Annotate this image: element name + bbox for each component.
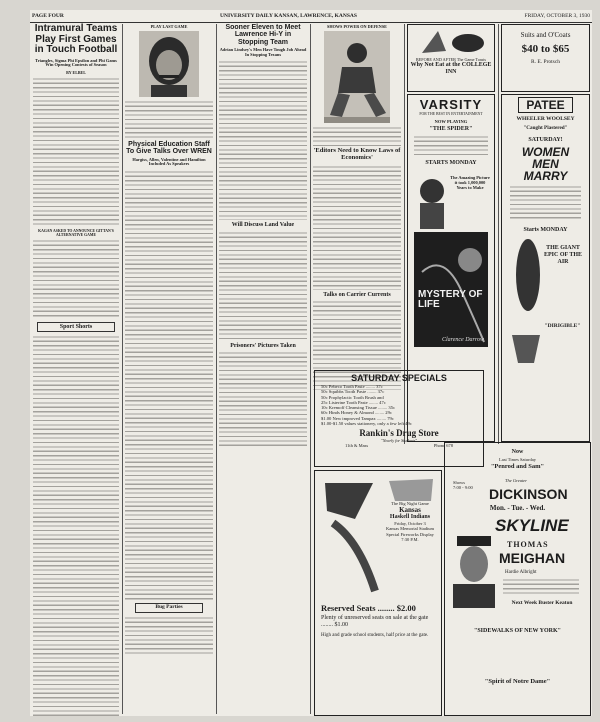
column-rule bbox=[216, 24, 217, 714]
specials-item: 50c Pebeco Tooth Paste ........ 37c bbox=[321, 384, 383, 389]
student-price: High and grade school students, half price at the gate. bbox=[321, 633, 429, 638]
reserved-seats: Reserved Seats ........ $2.00 bbox=[321, 603, 416, 613]
patee-film: "Caught Plastered" bbox=[523, 125, 568, 131]
headline-sooner: Sooner Eleven to Meet Lawrence Hi-Y in Stopping Team bbox=[225, 24, 301, 46]
article-text bbox=[125, 616, 213, 656]
photo-caption-player: PLAY LAST GAME bbox=[150, 24, 188, 29]
patee-ad[interactable] bbox=[501, 94, 590, 442]
varsity-amazing: The Amazing Picture it took 1,000,000 Years to Make bbox=[450, 175, 490, 190]
column-rule bbox=[310, 24, 311, 714]
skyline-title: SKYLINE bbox=[495, 516, 569, 535]
dickinson-last: Last Times Saturday bbox=[498, 457, 536, 462]
headline-editors: 'Editors Need to Know Laws of Economics' bbox=[313, 147, 401, 161]
varsity-tagline: FOR THE BEST IN ENTERTAINMENT bbox=[419, 112, 483, 116]
dirigible-art bbox=[506, 235, 585, 365]
skyline-hardie: Hardie Albright bbox=[505, 570, 537, 575]
game-line1: The Big Night Game bbox=[391, 501, 429, 506]
byline: BY ELBEL bbox=[66, 69, 86, 75]
game-line5: Kansas Memorial Stadium bbox=[386, 526, 434, 532]
article-text bbox=[33, 335, 119, 716]
dickinson-days: Mon. - Tue. - Wed. bbox=[489, 504, 546, 512]
paper-title: UNIVERSITY DAILY KANSAN, LAWRENCE, KANSAS bbox=[220, 13, 357, 19]
specials-item: 60c Hinds Honey & Almond ........ 29c bbox=[321, 410, 392, 416]
patee-stars: WHEELER WOOLSEY bbox=[516, 116, 575, 122]
article-text bbox=[219, 60, 307, 220]
protsch-ad[interactable] bbox=[501, 24, 590, 92]
article-text bbox=[219, 231, 307, 341]
meighan-portrait bbox=[451, 536, 497, 608]
newspaper-page bbox=[30, 10, 592, 716]
protsch-suits: Suits and O'Coats bbox=[520, 31, 571, 39]
varsity-starts-monday: STARTS MONDAY bbox=[425, 160, 477, 166]
dickinson-the-greater: The Greater bbox=[505, 478, 527, 483]
rankin-phone: Phone 678 bbox=[433, 443, 453, 449]
patee-cast bbox=[510, 185, 581, 221]
game-text bbox=[381, 501, 439, 542]
column-4 bbox=[313, 24, 401, 390]
game-line7: 7:30 P.M. bbox=[401, 536, 419, 542]
unreserved-seats: Plenty of unreserved seats on sale at the gate ........ $1.00 bbox=[321, 615, 429, 628]
specials-item: 50c Prophylactic Tooth Brush and bbox=[321, 394, 384, 400]
column-rule bbox=[498, 24, 499, 444]
game-art bbox=[315, 471, 441, 599]
subhead-kagan: KAGAN ASKED TO ANNOUNCE GITTAN'S ALTERNATIVE GAME bbox=[38, 228, 114, 237]
dickinson-header bbox=[445, 478, 590, 504]
game-line6: Special Fireworks Display bbox=[386, 531, 434, 537]
game-line4: Friday, October 3 bbox=[394, 521, 426, 527]
rankin-tagline: "Nearly for Students" bbox=[380, 438, 418, 444]
college-inn-line1: BEFORE AND AFTER The Game Toasts bbox=[415, 57, 487, 62]
protsch-price: $40 to $65 bbox=[521, 43, 570, 55]
protsch-name: R. E. Protsch bbox=[530, 59, 561, 65]
article-text bbox=[125, 170, 213, 600]
varsity-portrait bbox=[412, 169, 490, 229]
headline-physed: Physical Education Staff To Give Talks Over WREN bbox=[126, 141, 212, 156]
article-text bbox=[219, 351, 307, 446]
varsity-now-playing: NOW PLAYING bbox=[434, 119, 468, 124]
column-rule bbox=[122, 24, 123, 714]
sidewalks-title: "SIDEWALKS OF NEW YORK" bbox=[474, 628, 561, 634]
subhead-sooner: Adrian Lindsey's Men Have Tough Job Ahead In Stopping Texans bbox=[219, 47, 307, 57]
varsity-title: VARSITY bbox=[419, 97, 483, 112]
sport-shorts-title: Sport Shorts bbox=[59, 323, 93, 330]
dickinson-penrod: "Penrod and Sam" bbox=[490, 463, 545, 470]
column-1 bbox=[33, 24, 119, 716]
column-2 bbox=[125, 24, 213, 656]
dirigible-epic: THE GIANT EPIC OF THE AIR bbox=[543, 245, 582, 265]
patee-starts-monday: Starts MONDAY bbox=[523, 227, 568, 233]
bug-parties-box bbox=[135, 603, 203, 613]
headline-land-value: Will Discuss Land Value bbox=[231, 222, 295, 229]
rankin-address: 11th & Mass bbox=[345, 443, 369, 449]
player-photo bbox=[139, 31, 199, 97]
subhead-physed: Hargiss, Allen, Valentine and Hamilton Included As Speakers bbox=[132, 156, 206, 167]
bug-parties-title: Bug Parties bbox=[155, 603, 183, 610]
dickinson-name: DICKINSON bbox=[489, 486, 568, 502]
rankin-store-name: Rankin's Drug Store bbox=[359, 428, 439, 439]
article-text bbox=[125, 100, 213, 138]
patee-title: PATEE bbox=[518, 97, 573, 113]
mystery-darrow: Clarence Darrow bbox=[441, 337, 484, 343]
college-inn-ad[interactable] bbox=[407, 24, 495, 92]
patee-saturday: SATURDAY! bbox=[528, 137, 563, 143]
article-text bbox=[33, 239, 119, 319]
headline-intramural: Intramural Teams Play First Games in Touch Football bbox=[34, 23, 118, 55]
article-text bbox=[33, 77, 119, 227]
headline-carrier: Talks on Carrier Currents bbox=[323, 291, 391, 298]
skyline-next: Next Week Buster Keaton bbox=[511, 600, 573, 606]
varsity-spider: "THE SPIDER" bbox=[429, 126, 473, 132]
skyline-section bbox=[445, 516, 590, 626]
specials-item: 50c Squibbs Tooth Paste ........ 37c bbox=[321, 389, 385, 395]
college-inn-art bbox=[408, 25, 494, 57]
mystery-of-life-art bbox=[414, 232, 488, 347]
varsity-details bbox=[414, 135, 488, 157]
sport-shorts-box bbox=[37, 322, 115, 332]
skyline-thomas: THOMAS bbox=[507, 540, 549, 549]
game-line2: Kansas bbox=[399, 506, 421, 515]
patee-women: WOMEN MEN MARRY bbox=[521, 145, 570, 183]
notre-dame-title: "Spirit of Notre Dame" bbox=[484, 678, 551, 685]
subhead-intramural: Triangles, Sigma Phi Epsilon and Phi Gams Win Opening Contests of Season bbox=[35, 57, 117, 68]
issue-date: FRIDAY, OCTOBER 3, 1930 bbox=[524, 13, 590, 19]
specials-item: 10c Kremoff Cleansing Tissue ........ 35c bbox=[321, 405, 396, 411]
article-text bbox=[313, 126, 401, 146]
defense-photo bbox=[324, 31, 390, 123]
dickinson-shows: Shows 7:00 - 9:00 bbox=[453, 480, 473, 490]
specials-item: $1.00-$1.50 values stationery, only a few left 49c bbox=[321, 421, 412, 427]
photo-caption-defense: SHOWS POWER ON DEFENSE bbox=[327, 24, 387, 29]
masthead bbox=[30, 10, 592, 23]
college-inn-line2: Why Not Eat at the COLLEGE INN bbox=[410, 62, 492, 75]
specials-item: $1.00 New improved Tampax ........ 79c bbox=[321, 415, 394, 421]
specials-list bbox=[315, 383, 483, 427]
specials-title: SATURDAY SPECIALS bbox=[351, 373, 447, 383]
dickinson-ad[interactable] bbox=[444, 442, 591, 716]
page-number: PAGE FOUR bbox=[32, 13, 64, 19]
column-3 bbox=[219, 24, 307, 446]
haskell-game-ad[interactable] bbox=[314, 470, 442, 716]
specials-item: 25c Listerine Tooth Paste ........ 47c bbox=[321, 399, 386, 405]
game-line3: Haskell Indians bbox=[389, 514, 431, 521]
dirigible-title: "DIRIGIBLE" bbox=[544, 323, 581, 329]
skyline-meighan: MEIGHAN bbox=[499, 550, 566, 566]
headline-prisoners: Prisoners' Pictures Taken bbox=[230, 342, 296, 349]
dickinson-now: Now bbox=[511, 449, 524, 455]
mystery-title: MYSTERY OF LIFE bbox=[418, 289, 483, 310]
skyline-cast bbox=[503, 578, 579, 594]
article-text bbox=[313, 165, 401, 290]
